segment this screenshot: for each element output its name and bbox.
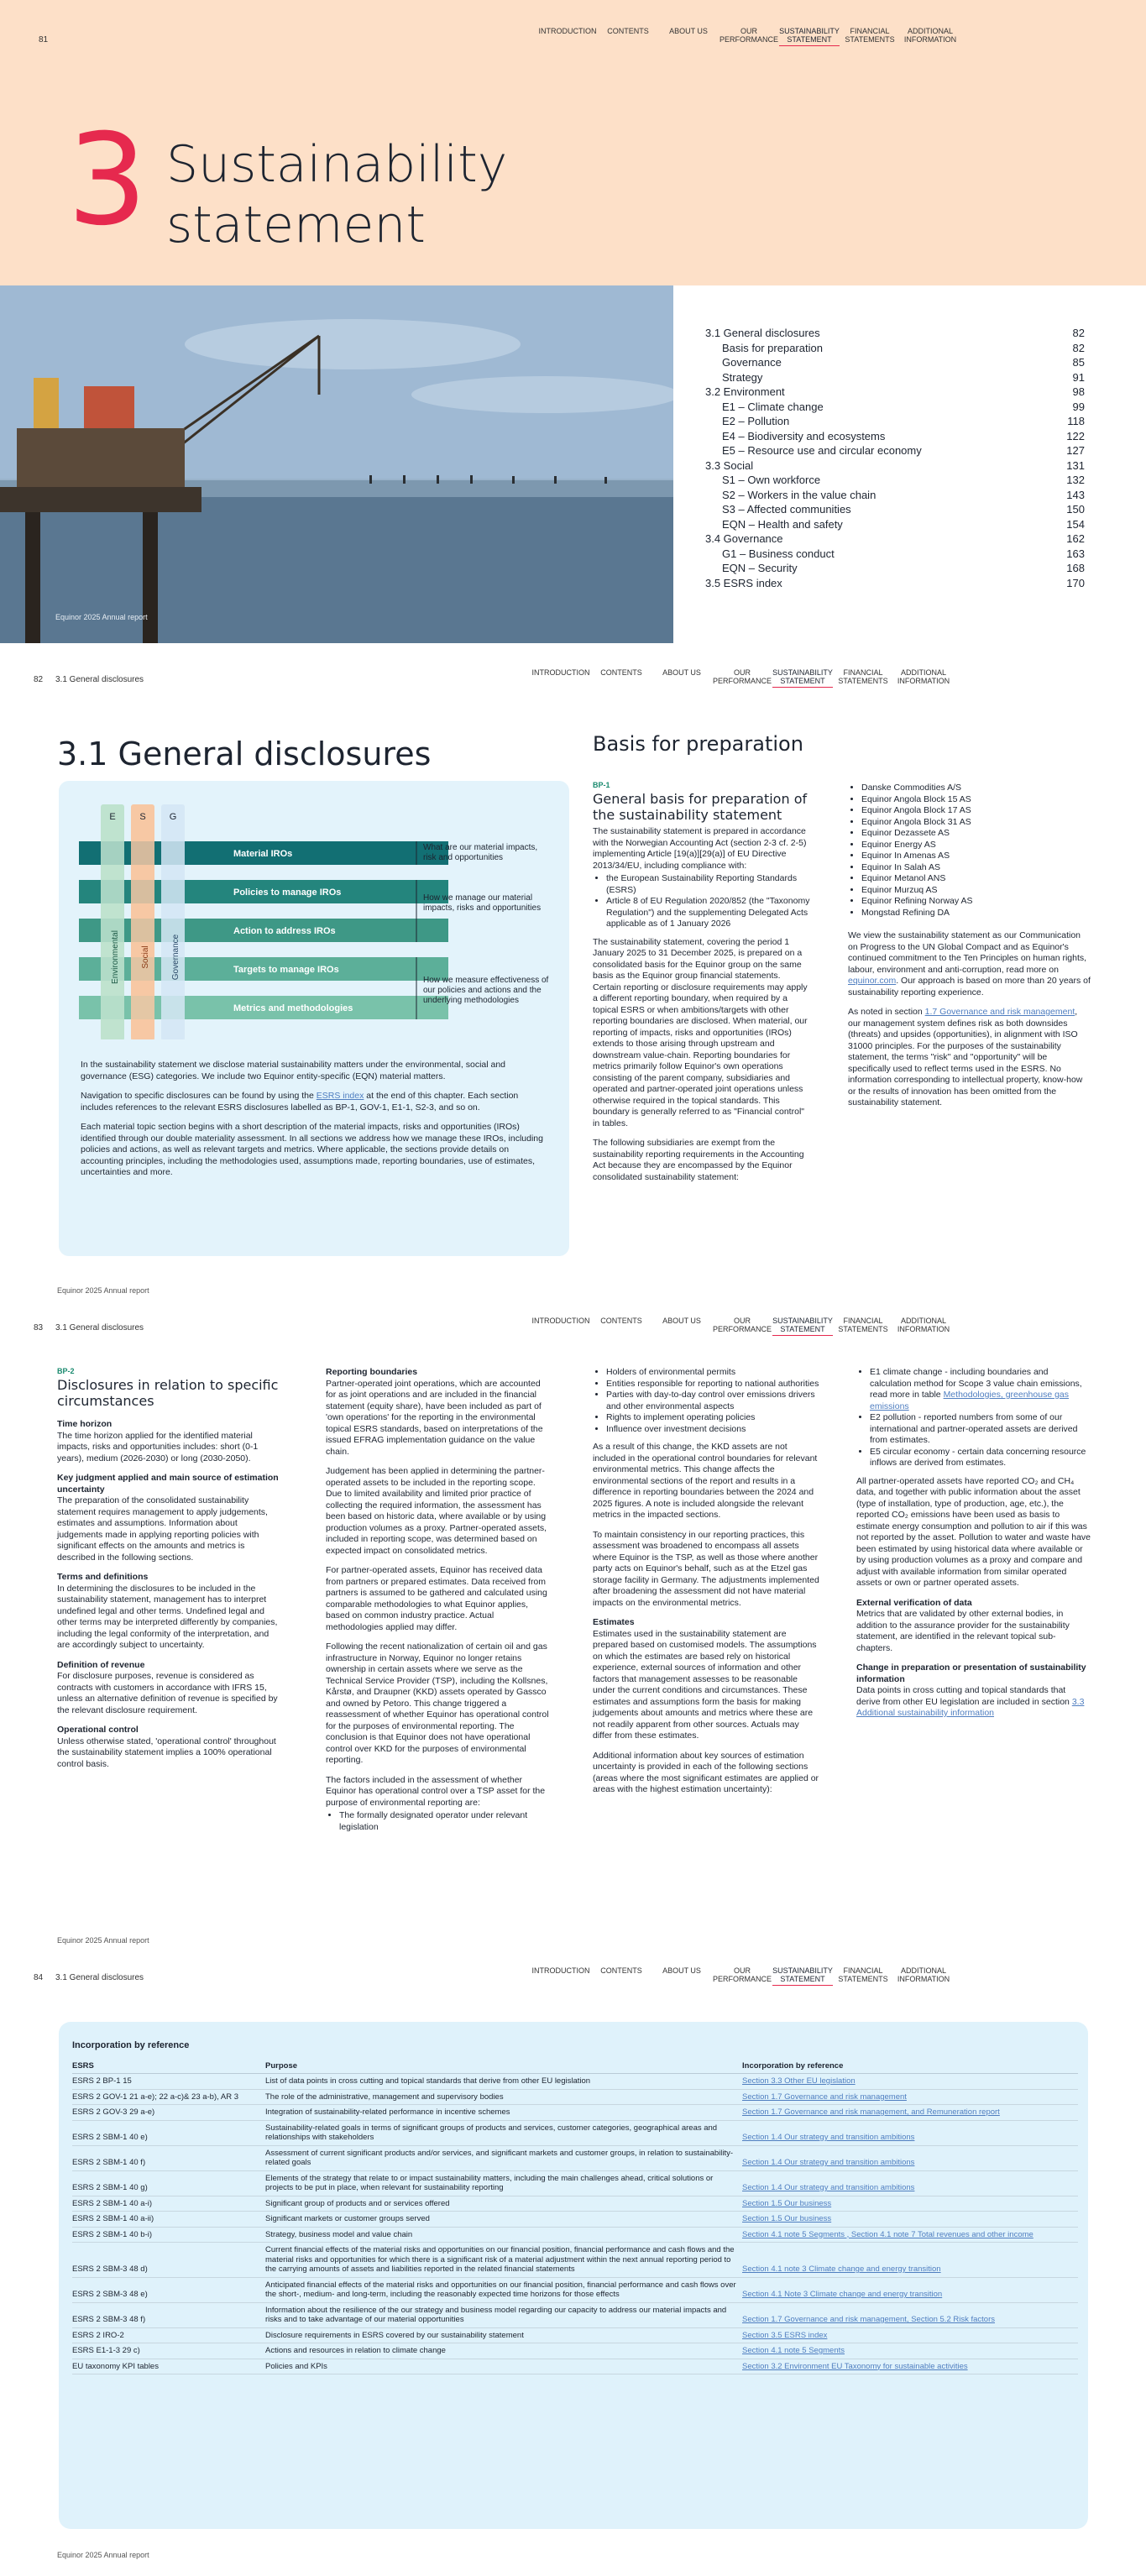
nav-our-performance[interactable]: OUR PERFORMANCE: [712, 668, 772, 685]
table-row: [72, 2327, 1078, 2343]
esrs-cell: ESRS 2 SBM-1 40 e): [72, 2120, 265, 2145]
subheading: Operational control: [57, 1725, 139, 1735]
esrs-cell: ESRS 2 IRO-2: [72, 2327, 265, 2343]
esrs-cell: ESRS 2 SBM-1 40 g): [72, 2170, 265, 2196]
page-number: 84: [34, 1973, 44, 1982]
subheading: Estimates: [593, 1617, 635, 1627]
subheading: External verification of data: [856, 1597, 972, 1608]
toc-entry[interactable]: [705, 531, 1085, 547]
p83-column-2: [326, 1367, 552, 1840]
subsidiary-item: • Equinor Metanol ANS: [861, 873, 1091, 885]
list-item: • Influence over investment decisions: [606, 1424, 819, 1436]
reference-cell[interactable]: Section 1.7 Governance and risk management, and Remuneration report: [742, 2105, 1078, 2121]
e-label: E: [109, 812, 116, 822]
chapter-number: 3: [67, 107, 148, 254]
toc-entry[interactable]: [705, 370, 1085, 385]
section-heading: 3.1 General disclosures: [57, 736, 432, 772]
subsidiary-item: • Equinor Murzuq AS: [861, 885, 1091, 897]
bp-paragraph-2: The sustainability statement, covering the period 1 January 2025 to 31 December 2025, is prepared on a consolidated basis for the Equinor group on the same basis as the Equinor group financial statements. Certain reporting or disclosure requirements may apply a different reporting boundary, when required by a topical ESRS or when ambitions/targets with other reporting boundaries are disclosed. When material, our reporting of impacts, risks and opportunities (IROs) extends to those arising through upstream and downstream value-chain. Reporting boundaries for metrics primarily follow Equinor's own operations consisting of the parent company, subsidiaries and operated and partner-operated joint operations unless otherwise required in the topical standards. This boundary is generally referred to as "Financial control" in tables.: [593, 936, 808, 1128]
toc-entry[interactable]: [705, 488, 1085, 503]
nav-introduction[interactable]: INTRODUCTION: [531, 1317, 590, 1325]
page-footer: Equinor 2025 Annual report: [57, 1286, 149, 1295]
subsidiary-item: • Danske Commodities A/S: [861, 783, 1091, 794]
nav-our-performance[interactable]: OUR PERFORMANCE: [712, 1966, 772, 1983]
purpose-cell: Strategy, business model and value chain: [265, 2227, 742, 2243]
running-section: 3.1 General disclosures: [55, 675, 144, 684]
table-row: [72, 2343, 1078, 2359]
nav-introduction[interactable]: INTRODUCTION: [531, 1966, 590, 1975]
nav-additional-information[interactable]: ADDITIONAL INFORMATION: [903, 27, 957, 44]
purpose-cell: Elements of the strategy that relate to or impact sustainability matters, including the main challenges ahead, critical solutions or projects to be put in place, when relevant for sustainability reporting: [265, 2170, 742, 2196]
table-row: [72, 2243, 1078, 2278]
p83-column-3: [593, 1367, 819, 1804]
toc-page: 82: [1072, 327, 1085, 339]
bp-p5-text: As noted in section: [848, 1007, 925, 1017]
column-header: Incorporation by reference: [742, 2059, 1078, 2074]
nav-contents[interactable]: CONTENTS: [600, 1966, 642, 1975]
esrs-index-link[interactable]: ESRS index: [316, 1091, 364, 1101]
esrs-cell: EU taxonomy KPI tables: [72, 2359, 265, 2374]
toc-label: Governance: [722, 356, 782, 369]
toc-page: 85: [1072, 356, 1085, 369]
toc-label: 3.4 Governance: [705, 532, 783, 545]
platform-illustration: [0, 285, 673, 643]
esrs-cell: ESRS 2 SBM-3 48 e): [72, 2277, 265, 2302]
table-row: [72, 2227, 1078, 2243]
g-label: G: [169, 812, 177, 822]
table-row: [72, 2089, 1078, 2105]
page-82: [0, 663, 1146, 1313]
nav-about-us[interactable]: ABOUT US: [669, 27, 708, 35]
esrs-cell: ESRS 2 BP-1 15: [72, 2074, 265, 2090]
bp-2-title: Disclosures in relation to specific circumstances: [57, 1377, 279, 1409]
nav-our-performance[interactable]: OUR PERFORMANCE: [719, 27, 778, 44]
toc-entry[interactable]: [705, 502, 1085, 517]
nav-our-performance[interactable]: OUR PERFORMANCE: [712, 1317, 772, 1333]
reference-cell[interactable]: Section 4.1 note 3 Climate change and energy transition: [742, 2243, 1078, 2278]
paragraph: For partner-operated assets, Equinor has received data from partners or prepared estimates. Data received from partners is assumed to be gathered and calculated using comparable methodologies to what Equinor applies, based on common industry practice. Actual methodologies applied may differ.: [326, 1565, 547, 1632]
table-row: [72, 2196, 1078, 2212]
governance-link[interactable]: 1.7 Governance and risk management: [924, 1007, 1075, 1017]
bp-2-tag: BP-2: [57, 1367, 75, 1375]
reference-cell[interactable]: Section 1.4 Our strategy and transition ambitions: [742, 2145, 1078, 2170]
page-number: 82: [34, 675, 44, 684]
purpose-cell: Disclosure requirements in ESRS covered by our sustainability statement: [265, 2327, 742, 2343]
toc-label: 3.3 Social: [705, 458, 754, 472]
subheading: Change in preparation or presentation of sustainability information: [856, 1662, 1086, 1684]
p83-column-4: [856, 1367, 1091, 1728]
purpose-cell: Integration of sustainability-related performance in incentive schemes: [265, 2105, 742, 2121]
nav-introduction[interactable]: INTRODUCTION: [538, 27, 597, 35]
nav-contents[interactable]: CONTENTS: [600, 668, 642, 677]
nav-about-us[interactable]: ABOUT US: [662, 1317, 701, 1325]
overview-panel: [59, 781, 569, 1256]
bp-paragraph-3: The following subsidiaries are exempt from the sustainability reporting requirements in the Accounting Act because they are encompassed by the Equinor consolidated sustainability statement:: [593, 1138, 804, 1182]
purpose-cell: Actions and resources in relation to climate change: [265, 2343, 742, 2359]
table-row: [72, 2302, 1078, 2327]
purpose-cell: Policies and KPIs: [265, 2359, 742, 2374]
page-83: [0, 1313, 1146, 1963]
paragraph: The factors included in the assessment of whether Equinor has operational control over a TSP asset for the purpose of environmental reporting are:: [326, 1774, 546, 1808]
estimate-list: [856, 1367, 1091, 1469]
toc-page: 163: [1066, 547, 1085, 560]
purpose-cell: Assessment of current significant products and/or services, and significant markets and customer groups, in relation to sustainability-related goals: [265, 2145, 742, 2170]
reference-cell[interactable]: Section 1.5 Our business: [742, 2212, 1078, 2228]
toc-label: E5 – Resource use and circular economy: [722, 444, 922, 457]
esrs-cell: ESRS 2 GOV-3 29 a-e): [72, 2105, 265, 2121]
table-row: [72, 2074, 1078, 2090]
bp-text-2: [848, 783, 1091, 1109]
paragraph: As a result of this change, the KKD assets are not included in the operational control boundaries for relevant environmental metrics. This change affects the environmental sections of the report and results in a difference in reporting boundaries between the 2024 and 2025 figures. A note is included alongside the relevant metrics in the impacted sections.: [593, 1442, 818, 1520]
nav-contents[interactable]: CONTENTS: [600, 1317, 642, 1325]
list-item: • E2 pollution - reported numbers from some of our international and partner-operated assets are derived from estimates.: [870, 1412, 1091, 1447]
table-title: Incorporation by reference: [72, 2040, 190, 2050]
nav-contents[interactable]: CONTENTS: [607, 27, 649, 35]
bp-p4-text-b: . Our approach is based on more than 20 years of sustainability reporting experience.: [848, 976, 1091, 997]
table-of-contents: [705, 326, 1085, 590]
subsidiary-item: • Equinor In Amenas AS: [861, 851, 1091, 862]
bp-2-sections: [57, 1419, 284, 1770]
bp-column-1: [593, 781, 811, 1191]
nav-about-us[interactable]: ABOUT US: [662, 1966, 701, 1975]
nav-sustainability-statement[interactable]: SUSTAINABILITY STATEMENT: [772, 1317, 833, 1336]
nav-sustainability-statement[interactable]: SUSTAINABILITY STATEMENT: [772, 668, 833, 688]
toc-label: Basis for preparation: [722, 341, 823, 354]
environmental-label: Environmental: [111, 930, 120, 984]
esrs-cell: ESRS E1-1-3 29 c): [72, 2343, 265, 2359]
item-text: E1 climate change - including boundaries and calculation method for Scope 3 value chain emissions, read more in table: [870, 1367, 1082, 1400]
subheading: Reporting boundaries: [326, 1367, 418, 1377]
nav-about-us[interactable]: ABOUT US: [662, 668, 701, 677]
toc-label: E1 – Climate change: [722, 400, 824, 413]
purpose-cell: Information about the resilience of the our strategy and business model regarding our capacity to address our material impacts and risks and to take advantage of our material opportunities: [265, 2302, 742, 2327]
subheading: Definition of revenue: [57, 1659, 145, 1670]
paragraph: Unless otherwise stated, 'operational control' throughout the sustainability statement implies a 100% operational control basis.: [57, 1736, 276, 1769]
column-3-text: [593, 1367, 819, 1796]
paragraph: Following the recent nationalization of certain oil and gas infrastructure in Norway, Equinor no longer retains ownership in certain assets where we serve as the Technical Service Provider (TSP), including the Kollsnes, Kårstø, and Draupner (KKD) assets operated by Gassco and owned by Petoro. This change triggered a reassessment of whether Equinor has operational control for the purposes of environmental reporting. The conclusion is that Equinor does not have operational control over KKD for the purposes of environmental reporting.: [326, 1641, 549, 1765]
toc-label: 3.1 General disclosures: [705, 327, 820, 339]
reference-cell[interactable]: Section 1.7 Governance and risk management: [742, 2089, 1078, 2105]
bar-targets: Targets to manage IROs: [233, 965, 339, 975]
toc-entry[interactable]: [705, 414, 1085, 429]
toc-entry[interactable]: [705, 458, 1085, 474]
purpose-cell: Current financial effects of the material risks and opportunities on our financial position, financial performance and cash flows and the material risks and opportunities for which there is a significant risk of a material adjustment within the next annual reporting period to the carrying amounts of assets and liabilities reported in the related financial statements: [265, 2243, 742, 2278]
table-row: [72, 2105, 1078, 2121]
bp-text: [593, 826, 811, 1183]
subsidiary-item: • Equinor In Salah AS: [861, 862, 1091, 874]
toc-page: 143: [1066, 488, 1085, 501]
toc-page: 82: [1072, 341, 1085, 354]
list-item: • Entities responsible for reporting to national authorities: [606, 1379, 819, 1390]
toc-entry[interactable]: [705, 355, 1085, 370]
column-4-text: [856, 1367, 1091, 1720]
nav-additional-information[interactable]: ADDITIONAL INFORMATION: [897, 668, 950, 685]
toc-page: 99: [1072, 400, 1085, 413]
list-item: • Article 8 of EU Regulation 2020/852 (the "Taxonomy Regulation") and the supplementing Delegated Acts applicable as of 1 January 2026: [606, 896, 811, 930]
purpose-cell: Sustainability-related goals in terms of significant groups of products and services, customer categories, geographical areas and relationships with stakeholders: [265, 2120, 742, 2145]
bp-column-2: [848, 781, 1091, 1118]
toc-label: E4 – Biodiversity and ecosystems: [722, 429, 886, 442]
panel-text: [81, 1060, 547, 1187]
purpose-cell: Significant group of products and or services offered: [265, 2196, 742, 2212]
reporting-boundaries: [326, 1367, 552, 1833]
list-item: • The formally designated operator under relevant legislation: [339, 1810, 552, 1833]
subheading: Key judgment applied and main source of estimation uncertainty: [57, 1473, 279, 1495]
list-item: • Rights to implement operating policies: [606, 1412, 819, 1424]
paragraph: In determining the disclosures to be included in the sustainability statement, management has to interpret undefined legal and other terms. Undefined legal and other terms may be interpreted differently by companies, including the legal conformity of the interpretation, and are accordingly subject to uncertainty.: [57, 1583, 278, 1650]
table-row: [72, 2212, 1078, 2228]
page-number: 81: [39, 35, 49, 45]
bp-paragraph-1: The sustainability statement is prepared in accordance with the Norwegian Accounting Act (section 2-3 cf. 2-5) implementing Article [19(a)][29(a)] of EU Directive 2013/34/EU, including compliance with:: [593, 826, 807, 871]
panel-paragraph-3: Each material topic section begins with a short description of the material impacts, risks and opportunities (IROs) identified through our double materiality assessment. In all sections we address how we manage these IROs, including policies and actions, as well as relevant targets and metrics. Where applicable, the sections provide details on accounting principles, including the methodologies used, assumptions made, reporting boundaries, use of estimates, uncertainties and more.: [81, 1122, 543, 1177]
p83-column-1: [57, 1367, 284, 1778]
factor-list-cont: [593, 1367, 819, 1435]
subheading: Terms and definitions: [57, 1572, 149, 1582]
bp-paragraph-5: [848, 1007, 1091, 1109]
page-84: [0, 1963, 1146, 2576]
panel-paragraph-1: In the sustainability statement we disclose material sustainability matters under the environmental, social and governance (ESG) categories. We include two Equinor entity-specific (EQN) material matters.: [81, 1060, 506, 1081]
factor-list: [326, 1810, 552, 1833]
esrs-cell: ESRS 2 SBM-1 40 b-i): [72, 2227, 265, 2243]
toc-entry[interactable]: [705, 400, 1085, 415]
toc-page: 131: [1066, 458, 1085, 472]
chapter-title: Sustainability statement: [166, 135, 508, 254]
reference-cell[interactable]: Section 1.4 Our strategy and transition ambitions: [742, 2120, 1078, 2145]
toc-label: 3.5 ESRS index: [705, 576, 782, 589]
toc-label: G1 – Business conduct: [722, 547, 835, 560]
paragraph: Estimates used in the sustainability statement are prepared based on customised models. The assumptions on which the estimates are based rely on historical experience, external sources of information and other factors that management assesses to be reasonable under the current conditions and circumstances. These estimates and assumptions form the basis for making judgements about amounts and metrics where these are not readily apparent from other sources. Actuals may differ from these estimates.: [593, 1628, 817, 1741]
toc-entry[interactable]: [705, 341, 1085, 356]
toc-entry[interactable]: [705, 385, 1085, 400]
subsidiaries-list: [848, 783, 1091, 919]
top-nav: [531, 1966, 954, 1986]
column-header: ESRS: [72, 2059, 265, 2074]
subsidiary-item: • Equinor Dezassete AS: [861, 828, 1091, 840]
reference-cell[interactable]: Section 1.4 Our strategy and transition ambitions: [742, 2170, 1078, 2196]
subsidiary-item: • Mongstad Refining DA: [861, 908, 1091, 919]
toc-page: 91: [1072, 370, 1085, 384]
list-item: • the European Sustainability Reporting Standards (ESRS): [606, 873, 811, 896]
toc-page: 168: [1066, 562, 1085, 574]
reference-cell[interactable]: Section 4.1 note 5 Segments , Section 4.1 note 7 Total revenues and other income: [742, 2227, 1078, 2243]
panel-paragraph-2: [81, 1091, 547, 1113]
page-81: [0, 0, 1146, 663]
bar-policies: Policies to manage IROs: [233, 887, 342, 898]
toc-page: 118: [1067, 415, 1085, 427]
top-nav: [537, 27, 960, 46]
purpose-cell: Significant markets or customer groups served: [265, 2212, 742, 2228]
methodologies-link[interactable]: Methodologies, greenhouse gas emissions: [870, 1390, 1070, 1411]
bar-material-iros: Material IROs: [233, 849, 293, 859]
note-manage: How we manage our material impacts, risks and opportunities: [423, 893, 542, 913]
note-measure: How we measure effectiveness of our policies and actions and the underlying methodologies: [423, 976, 549, 1005]
paragraph: Additional information about key sources of estimation uncertainty is provided in each of the following sections (areas where the most significant estimates are applied or areas with the highest estimation uncertainty):: [593, 1750, 819, 1794]
toc-label: S3 – Affected communities: [722, 503, 851, 516]
reference-cell[interactable]: Section 4.1 note 5 Segments: [742, 2343, 1078, 2359]
nav-sustainability-statement[interactable]: SUSTAINABILITY STATEMENT: [779, 27, 840, 46]
toc-label: Strategy: [722, 370, 763, 384]
toc-page: 122: [1066, 429, 1085, 442]
nav-additional-information[interactable]: ADDITIONAL INFORMATION: [897, 1966, 950, 1983]
paragraph: The preparation of the consolidated sustainability statement requires management to apply judgements, estimates and assumptions. Information about judgements made in applying reporting policies with significant effects on the amounts and metrics is described in the following sections.: [57, 1495, 268, 1563]
esrs-cell: ESRS 2 SBM-1 40 a-ii): [72, 2212, 265, 2228]
note-material: What are our material impacts, risk and opportunities: [423, 843, 538, 862]
toc-entry[interactable]: [705, 443, 1085, 458]
table-row: [72, 2170, 1078, 2196]
toc-entry[interactable]: [705, 326, 1085, 341]
reference-cell[interactable]: Section 3.5 ESRS index: [742, 2327, 1078, 2343]
bp-compliance-list: [593, 873, 811, 930]
toc-entry[interactable]: [705, 517, 1085, 532]
toc-entry[interactable]: [705, 561, 1085, 576]
reference-cell[interactable]: Section 1.7 Governance and risk management, Section 5.2 Risk factors: [742, 2302, 1078, 2327]
paragraph: Metrics that are validated by other external bodies, in addition to the assurance provider for the sustainability statement, are identified in the relevant topical sub-chapters.: [856, 1609, 1070, 1653]
list-item: • Parties with day-to-day control over emissions drivers and other environmental aspects: [606, 1390, 819, 1412]
social-label: Social: [141, 945, 150, 969]
esg-diagram: [59, 781, 569, 1050]
reference-cell[interactable]: Section 1.5 Our business: [742, 2196, 1078, 2212]
toc-entry[interactable]: [705, 547, 1085, 562]
nav-sustainability-statement[interactable]: SUSTAINABILITY STATEMENT: [772, 1966, 833, 1986]
nav-introduction[interactable]: INTRODUCTION: [531, 668, 590, 677]
toc-entry[interactable]: [705, 429, 1085, 444]
additional-info-link[interactable]: 3.3 Additional sustainability information: [856, 1696, 1085, 1718]
toc-label: EQN – Health and safety: [722, 517, 843, 531]
toc-page: 170: [1066, 576, 1085, 589]
subheading: Time horizon: [57, 1419, 113, 1429]
page-number: 83: [34, 1323, 44, 1333]
toc-page: 150: [1066, 503, 1085, 516]
governance-label: Governance: [171, 934, 181, 981]
toc-page: 162: [1066, 532, 1085, 545]
table-row: [72, 2145, 1078, 2170]
paragraph: All partner-operated assets have reported CO₂ and CH₄ data, and together with public information about the asset (type of installation, type of production, age, etc.), the reported CO₂ emissions have been used as basis to estimate energy consumption and pollution to air if this was not reported by the asset. Pollution to water and waste have been estimated by using historical data where available or by using production volumes as a proxy and compare and adjust with available information from similar operated assets or own or partner operated assets.: [856, 1475, 1091, 1588]
paragraph: To maintain consistency in our reporting practices, this assessment was broadened to encompass all assets where Equinor is the TSP, as well as those where another party acts on Equinor's behalf, such as at the Etzel gas storage facility in Germany. The adjustments implemented after broadening the assessment did not have material impacts on the environmental metrics.: [593, 1529, 819, 1608]
table-row: [72, 2120, 1078, 2145]
page-footer: Equinor 2025 Annual report: [57, 2551, 149, 2559]
toc-label: E2 – Pollution: [722, 415, 790, 427]
table-row: [72, 2277, 1078, 2302]
bp-p4-text: We view the sustainability statement as our Communication on Progress to the UN Global Compact and as Equinor's continued commitment to the Ten Principles on human rights, labour, environment and anti-corruption, read more on: [848, 930, 1087, 975]
running-section: 3.1 General disclosures: [55, 1973, 144, 1982]
purpose-cell: Anticipated financial effects of the material risks and opportunities on our financial position, financial performance and cash flows over the short-, medium- and long-term, including the reasonably expected time horizons for those effects: [265, 2277, 742, 2302]
paragraph: For disclosure purposes, revenue is considered as contracts with customers in accordance with IFRS 15, unless an alternative definition of revenue is specified by the relevant disclosure requirement.: [57, 1671, 278, 1715]
panel-p2-text-b: at the end of this chapter. Each section includes references to the relevant ESRS disclosures labelled as BP-1, GOV-1, E1-1, S2-3, and so on.: [81, 1091, 519, 1113]
esrs-cell: ESRS 2 SBM-1 40 a-i): [72, 2196, 265, 2212]
toc-entry[interactable]: [705, 473, 1085, 488]
table-row: [72, 2359, 1078, 2374]
bp-title: General basis for preparation of the sustainability statement: [593, 791, 808, 823]
s-label: S: [139, 812, 146, 822]
page-footer: Equinor 2025 Annual report: [57, 1936, 149, 1945]
toc-label: EQN – Security: [722, 562, 798, 574]
nav-financial-statements[interactable]: FINANCIAL STATEMENTS: [838, 668, 888, 685]
offshore-platform-photo: [0, 285, 673, 643]
paragraph: Judgement has been applied in determining the partner-operated assets to be included in the reporting scope. Due to limited availability and limited prior practice of collecting the required information, the assessment has been based on historic data, where available or by using production volumes as a proxy. Partner-operated assets, included in reporting scope, was determined based on expected impact on consolidated metrics.: [326, 1466, 547, 1556]
incorporation-table: [72, 2059, 1078, 2374]
toc-page: 154: [1066, 517, 1085, 531]
purpose-cell: The role of the administrative, management and supervisory bodies: [265, 2089, 742, 2105]
toc-label: 3.2 Environment: [705, 385, 785, 398]
photo-caption: Equinor 2025 Annual report: [55, 613, 148, 621]
toc-entry[interactable]: [705, 576, 1085, 591]
paragraph: Partner-operated joint operations, which are accounted for as joint operations and are included in the financial statement (equity share), have been included as part of 'own operations' for the reporting in the environmental topical ESRS standards, based on interpretations of the issued EFRAG implementation guidance on the value chain.: [326, 1378, 543, 1457]
esrs-cell: ESRS 2 GOV-1 21 a-e); 22 a-c)& 23 a-b), AR 3: [72, 2089, 265, 2105]
equinor-link[interactable]: equinor.com: [848, 976, 897, 986]
subsidiary-item: • Equinor Refining Norway AS: [861, 896, 1091, 908]
paragraph: [856, 1685, 1091, 1720]
subsidiary-item: • Equinor Angola Block 15 AS: [861, 794, 1091, 806]
esrs-cell: ESRS 2 SBM-3 48 d): [72, 2243, 265, 2278]
bar-actions: Action to address IROs: [233, 926, 336, 936]
bp-paragraph-4: [848, 930, 1091, 998]
subsidiary-item: • Equinor Angola Block 31 AS: [861, 817, 1091, 829]
top-nav: [531, 1317, 954, 1336]
esrs-cell: ESRS 2 SBM-1 40 f): [72, 2145, 265, 2170]
paragraph-text: Data points in cross cutting and topical standards that derive from other EU legislation are included in section: [856, 1685, 1072, 1707]
toc-page: 127: [1066, 444, 1085, 457]
list-item: [870, 1367, 1091, 1412]
list-item: • Holders of environmental permits: [606, 1367, 819, 1379]
bar-metrics: Metrics and methodologies: [233, 1003, 353, 1013]
reference-cell[interactable]: Section 4.1 Note 3 Climate change and energy transition: [742, 2277, 1078, 2302]
bp-1-tag: BP-1: [593, 781, 610, 789]
nav-additional-information[interactable]: ADDITIONAL INFORMATION: [897, 1317, 950, 1333]
table-header-row: [72, 2059, 1078, 2074]
reference-cell[interactable]: Section 3.3 Other EU legislation: [742, 2074, 1078, 2090]
top-nav: [531, 668, 954, 688]
subsidiary-item: • Equinor Angola Block 17 AS: [861, 805, 1091, 817]
list-item: • E5 circular economy - certain data concerning resource inflows are derived from estimates.: [870, 1447, 1091, 1469]
toc-page: 132: [1066, 474, 1085, 486]
purpose-cell: List of data points in cross cutting and topical standards that derive from other EU legislation: [265, 2074, 742, 2090]
paragraph: The time horizon applied for the identified material impacts, risks and opportunities includes: short (0-1 years), medium (2026-2030) or long (2030-2050).: [57, 1430, 259, 1463]
esrs-cell: ESRS 2 SBM-3 48 f): [72, 2302, 265, 2327]
toc-label: S1 – Own workforce: [722, 474, 821, 486]
reference-cell[interactable]: Section 3.2 Environment EU Taxonomy for sustainable activities: [742, 2359, 1078, 2374]
toc-page: 98: [1072, 385, 1085, 398]
panel-p2-text: Navigation to specific disclosures can be found by using the: [81, 1091, 317, 1101]
column-header: Purpose: [265, 2059, 742, 2074]
toc-label: S2 – Workers in the value chain: [722, 488, 877, 501]
nav-financial-statements[interactable]: FINANCIAL STATEMENTS: [838, 1317, 888, 1333]
bp-p5-text-b: , our management system defines risk as both downsides (threats) and upsides (opportunities), in alignment with ISO 31000 principles. For the purposes of the sustainability statement, the terms "risk" and "opportunity" will be specifically used to reflect terms used in the ESRS. No information corresponding to intellectual property, know-how or the results of innovation has been omitted from the sustainability statement.: [848, 1007, 1083, 1107]
nav-financial-statements[interactable]: FINANCIAL STATEMENTS: [845, 27, 895, 44]
running-section: 3.1 General disclosures: [55, 1323, 144, 1333]
subsidiary-item: • Equinor Energy AS: [861, 840, 1091, 851]
nav-financial-statements[interactable]: FINANCIAL STATEMENTS: [838, 1966, 888, 1983]
bp-heading: Basis for preparation: [593, 732, 803, 756]
